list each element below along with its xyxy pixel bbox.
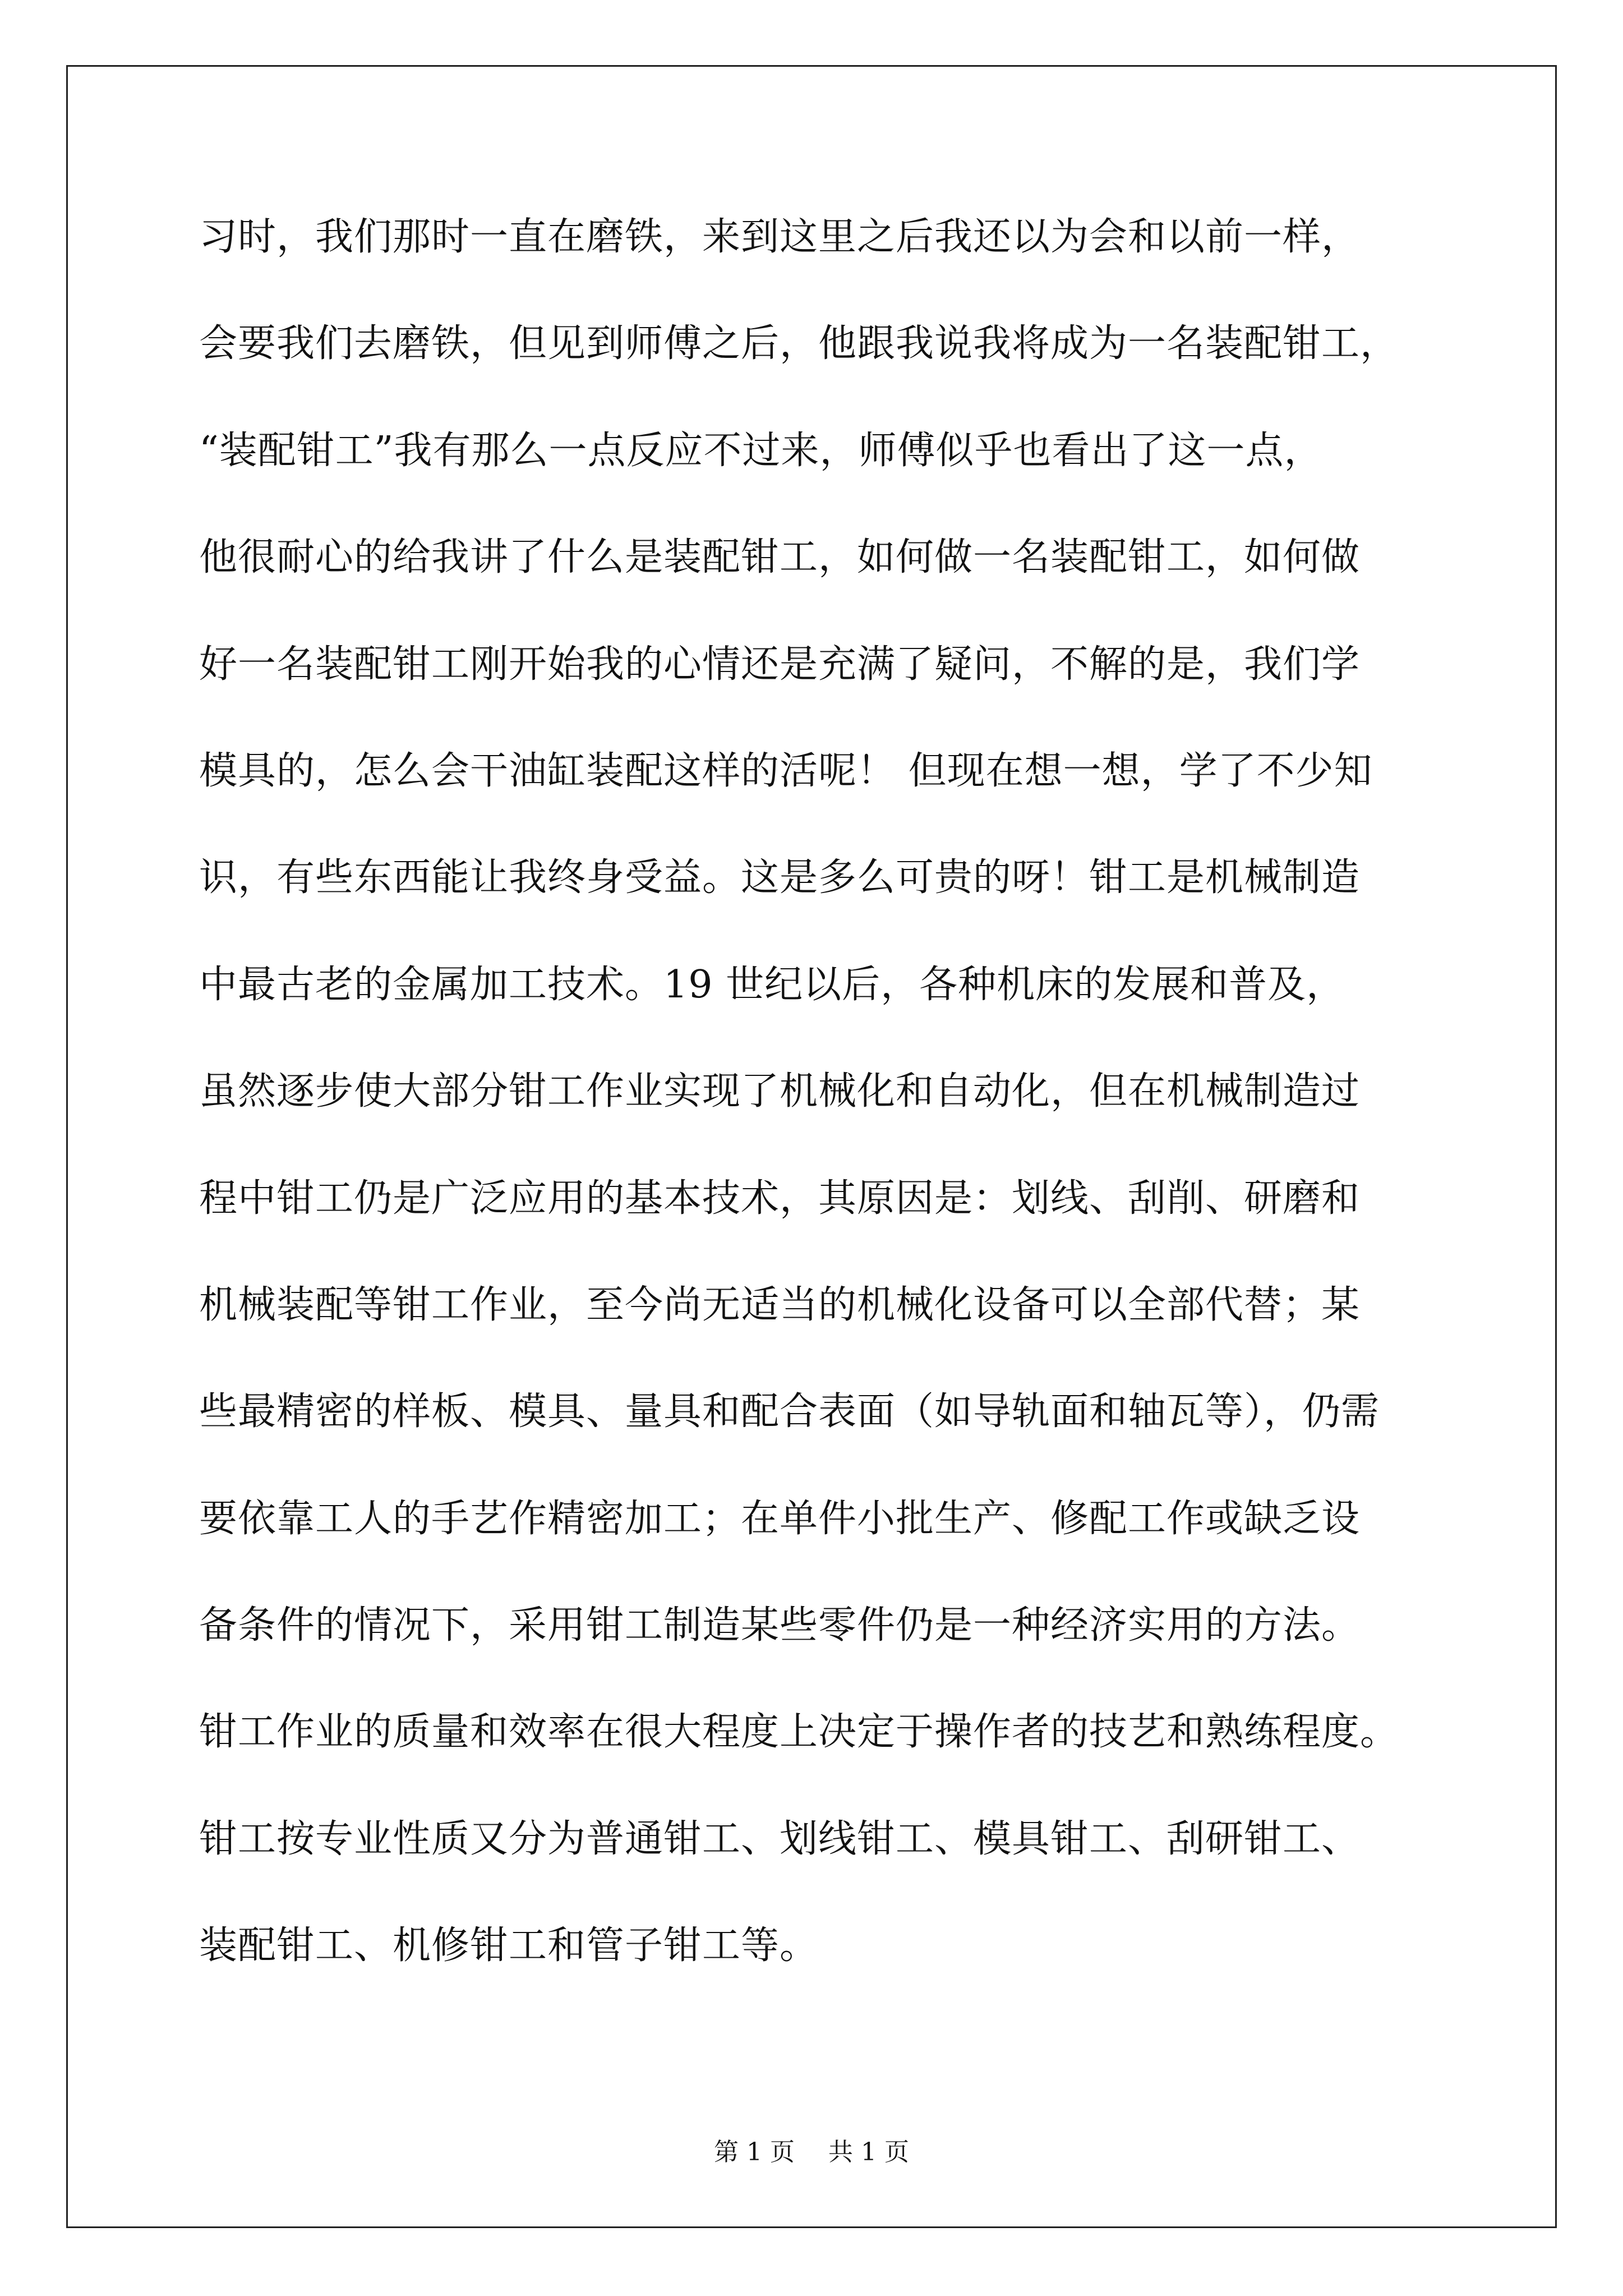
text-line-17: 装配钳工、机修钳工和管子钳工等。 — [199, 1924, 819, 1968]
text-line-9: 虽然逐步使大部分钳工作业实现了机械化和自动化，但在机械制造过 — [199, 1069, 1361, 1114]
text-line-5: 好一名装配钳工刚开始我的心情还是充满了疑问，不解的是，我们学 — [199, 642, 1361, 687]
text-line-14: 备条件的情况下，采用钳工制造某些零件仍是一种经济实用的方法。 — [199, 1603, 1361, 1648]
page-total: 共 1 页 — [828, 2138, 909, 2166]
body-text — [199, 208, 1455, 2023]
text-line-1: 习时，我们那时一直在磨铁，来到这里之后我还以为会和以前一样， — [199, 215, 1361, 259]
text-line-2: 会要我们去磨铁，但见到师傅之后，他跟我说我将成为一名装配钳工， — [199, 321, 1399, 366]
page-number: 第 1 页 — [714, 2138, 795, 2166]
text-line-13: 要依靠工人的手艺作精密加工；在单件小批生产、修配工作或缺乏设 — [199, 1496, 1361, 1541]
text-line-8: 中最古老的金属加工技术。19 世纪以后，各种机床的发展和普及， — [199, 962, 1345, 1007]
text-line-10: 程中钳工仍是广泛应用的基本技术，其原因是：划线、刮削、研磨和 — [199, 1176, 1361, 1221]
text-line-12: 些最精密的样板、模具、量具和配合表面（如导轨面和轴瓦等），仍需 — [199, 1389, 1380, 1434]
text-line-3: “装配钳工”我有那么一点反应不过来，师傅似乎也看出了这一点， — [199, 428, 1323, 473]
text-line-15: 钳工作业的质量和效率在很大程度上决定于操作者的技艺和熟练程度。 — [199, 1710, 1399, 1755]
text-line-16: 钳工按专业性质又分为普通钳工、划线钳工、模具钳工、刮研钳工、 — [199, 1816, 1361, 1861]
text-line-11: 机械装配等钳工作业，至今尚无适当的机械化设备可以全部代替；某 — [199, 1282, 1361, 1327]
text-line-7: 识，有些东西能让我终身受益。这是多么可贵的呀！钳工是机械制造 — [199, 855, 1361, 900]
page-footer — [0, 2132, 1623, 2168]
text-line-6: 模具的，怎么会干油缸装配这样的活呢！ 但现在想一想，学了不少知 — [199, 748, 1373, 793]
text-line-4: 他很耐心的给我讲了什么是装配钳工，如何做一名装配钳工，如何做 — [199, 535, 1361, 580]
